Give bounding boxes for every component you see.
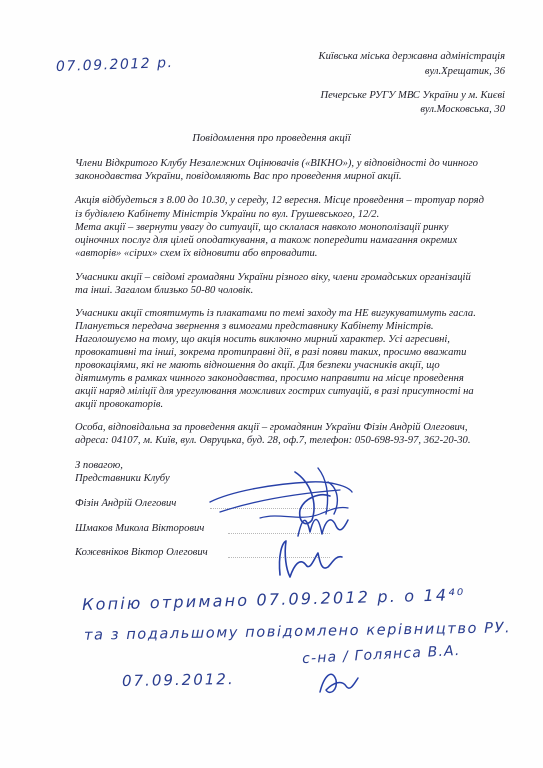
recipient-1-name: Київська міська державна адміністрація [318,51,505,62]
paragraph-line: Члени Відкритого Клубу Незалежних Оцінювачів («ВІКНО»), у відповідності до чинного [75,158,478,169]
paragraph-line: Акція відбудеться з 8.00 до 10.30, у середу, 12 вересня. Місце проведення – тротуар поряд [75,195,484,206]
paragraph-line: із будівлею Кабінету Міністрів України по вул. Грушевського, 12/2. [75,209,380,220]
paragraph-line: акції наряд міліції для урегулювання можливих гострих ситуацій, в разі присутності на [75,386,474,397]
receipt-signature-mark [312,662,362,702]
recipient-1-address: вул.Хрещатик, 36 [424,66,505,77]
signatory-name: Кожевніков Віктор Олегович [75,547,208,558]
recipient-2-name: Печерське РУГУ МВС України у м. Києві [320,90,505,101]
paragraph-line: Наголошуємо на тому, що акція носить виключно мирний характер. Усі агресивні, [75,334,450,345]
paragraph-line: провокативні та інші, зокрема протиправні дії, в разі появи таких, просимо вважати [75,347,467,358]
paragraph-line: Особа, відповідальна за проведення акції – громадянин України Фізін Андрій Олегович, [75,422,468,433]
receipt-note-signature: с-на / Голянса В.А. [301,642,461,668]
receipt-note-line: Копію отримано 07.09.2012 р. о 14⁴⁰ [81,584,466,615]
paragraph-line: діятимуть в рамках чинного законодавства, просимо направити на місце проведення [75,373,464,384]
recipient-2-address: вул.Московська, 30 [420,104,505,115]
paragraph-line: Мета акції – звернути увагу до ситуації, що склалася навколо монополізації ринку [75,222,449,233]
receipt-note-line: та з подальшому повідомлено керівництво РУ. [83,620,512,644]
paragraph-line: адреса: 04107, м. Київ, вул. Овруцька, буд. 28, оф.7, телефон: 050-698-93-97, 362-20-30. [75,435,471,446]
paragraph-line: законодавства України, повідомляють Вас про проведення мирної акції. [75,171,402,182]
paragraph-line: та інші. Загалом близько 50-80 чоловік. [75,285,254,296]
paragraph-line: оціночних послуг для цілей оподаткування, а також попередити намагання окремих [75,235,458,246]
handwritten-date-top: 07.09.2012 р. [55,54,174,76]
paragraph-line: Учасники акції – свідомі громадяни України різного віку, члени громадських організацій [75,272,471,283]
receipt-note-date: 07.09.2012. [121,670,235,690]
signatory-name: Фізін Андрій Олегович [75,498,177,509]
closing-regards: З повагою, [75,460,123,471]
paragraph-line: «авторів» «сірих» схем їх відновити або впровадити. [75,248,318,259]
paragraph-line: акції провокаторів. [75,399,164,410]
closing-club-representatives: Представники Клубу [75,473,170,484]
paragraph-line: Планується передача звернення з вимогами представнику Кабінету Міністрів. [75,321,434,332]
signature-kozhevnikov [270,535,350,585]
signatory-name: Шмаков Микола Вікторович [75,523,205,534]
paragraph-line: Учасники акції стоятимуть із плакатами по темі заходу та НЕ вигукуватимуть гасла. [75,308,476,319]
paragraph-line: провокаціями, які не мають відношення до акції. Для безпеки учасників акції, що [75,360,440,371]
document-title: Повідомлення про проведення акції [192,133,351,144]
